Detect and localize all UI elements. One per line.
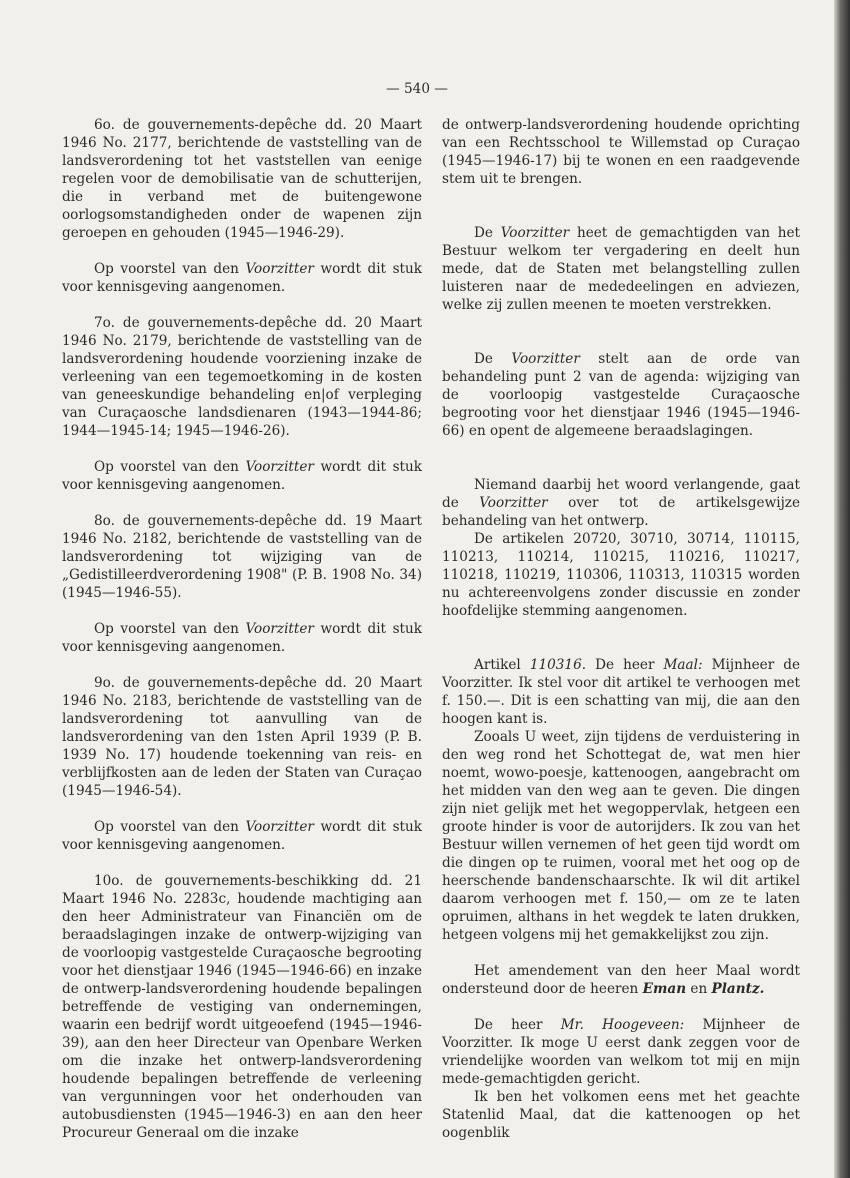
proposal-6: Op voorstel van den Voorzitter wordt dit stuk voor kennisgeving aangenomen.	[62, 261, 422, 295]
proposal-9: Op voorstel van den Voorzitter wordt dit stuk voor kennisgeving aangenomen.	[62, 819, 422, 853]
continuation-paragraph: de ontwerp-landsverordening houdende oprichting van een Rechtsschool te Willemstad op Curaçao (1945—1946-17) bij te wonen en een raadgevende stem uit te brengen.	[442, 117, 800, 187]
page-number: — 540 —	[386, 81, 448, 97]
article-110316-paragraph: Artikel 110316. De heer Maal: Mijnheer de Voorzitter. Ik stel voor dit artikel te verhoogen met f. 150.—. Dit is een schatting van mij, die aan den hoogen kant is.	[442, 657, 801, 727]
closing-paragraph: Ik ben het volkomen eens met het geachte Statenlid Maal, dat die kattenoogen op het oogenblik	[442, 1089, 800, 1141]
item-9: 9o. de gouvernements-depêche dd. 20 Maart 1946 No. 2183, berichtende de vaststelling van de landsverordening tot aanvulling van de landsverordening van den 1sten April 1939 (P. B. 1939 No. 17) houdende toekenning van reis- en verblijfkosten aan de leden der Staten van Curaçao (1945—1946-54).	[62, 675, 422, 799]
welcome-paragraph: De Voorzitter heet de gemachtigden van het Bestuur welkom ter vergadering en deelt hun mede, dat de Staten met belangstelling zullen luisteren naar de mededeelingen en adviezen, welke zij zullen meenen te moeten verstrekken.	[442, 225, 801, 313]
amendment-paragraph: Het amendement van den heer Maal wordt ondersteund door de heeren Eman en Plantz.	[442, 963, 800, 997]
item-6: 6o. de gouvernements-depêche dd. 20 Maart 1946 No. 2177, berichtende de vaststelling van de landsverordening tot het vaststellen van eenige regelen voor de demobilisatie van de schutterijen, die in verband met de buitengewone oorlogsomstandigheden onder de wapenen zijn geroepen en gehouden (1945—1946-29).	[62, 117, 422, 241]
item-10: 10o. de gouvernements-beschikking dd. 21 Maart 1946 No. 2283c, houdende machtiging aan den heer Administrateur van Financiën om de beraadslagingen inzake de ontwerp-wijziging van de voorloopig vastgestelde Curaçaosche begrooting voor het dienstjaar 1946 (1945—1946-66) en inzake de ontwerp-landsverordening houdende bepalingen betreffende de vestiging van ondernemingen, waarin een bedrijf wordt uitgeoefend (1945—1946-39), aan den heer Directeur van Openbare Werken om die inzake het ontwerp-landsverordening houdende bepalingen betreffende de verleening van vergunningen voor het onderhouden van autobusdiensten (1945—1946-3) en aan den heer Procureur Generaal om die inzake	[62, 873, 422, 1141]
left-column	[62, 116, 422, 1142]
item-7: 7o. de gouvernements-depêche dd. 20 Maart 1946 No. 2179, berichtende de vaststelling van de landsverordening houdende voorziening inzake de verleening van een tegemoetkoming in de kosten van geneeskundige behandeling en|of verpleging van Curaçaosche landsdienaren (1943—1944-86; 1944—1945-14; 1945—1946-26).	[62, 315, 422, 439]
item-8: 8o. de gouvernements-depêche dd. 19 Maart 1946 No. 2182, berichtende de vaststelling van de landsverordening tot wijziging van de „Gedistilleerdverordening 1908" (P. B. 1908 No. 34) (1945—1946-55).	[62, 513, 422, 601]
proposal-7: Op voorstel van den Voorzitter wordt dit stuk voor kennisgeving aangenomen.	[62, 459, 422, 493]
proposal-8: Op voorstel van den Voorzitter wordt dit stuk voor kennisgeving aangenomen.	[62, 621, 422, 655]
page-edge-shadow	[834, 0, 850, 1178]
agenda-paragraph: De Voorzitter stelt aan de orde van behandeling punt 2 van de agenda: wijziging van de voorloopig vastgestelde Curaçaosche begrooting voor het dienstjaar 1946 (1945—1946-66) en opent de algemeene beraadslagingen.	[442, 351, 801, 439]
right-column	[442, 116, 800, 1142]
hoogeveen-paragraph: De heer Mr. Hoogeveen: Mijnheer de Voorzitter. Ik moge U eerst dank zeggen voor de vriendelijke woorden van welkom tot mij en mijn mede-gemachtigden gericht.	[442, 1017, 801, 1087]
discussion-paragraph: Niemand daarbij het woord verlangende, gaat de Voorzitter over tot de artikelsgewijze behandeling van het ontwerp.	[442, 477, 800, 529]
articles-paragraph: De artikelen 20720, 30710, 30714, 110115, 110213, 110214, 110215, 110216, 110217, 110218, 110219, 110306, 110313, 110315 worden nu achtereenvolgens zonder discussie en zonder hoofdelijke stemming aangenomen.	[442, 531, 800, 619]
cat-eyes-paragraph: Zooals U weet, zijn tijdens de verduistering in den weg rond het Schottegat de, wat men hier noemt, wowo-poesje, kattenoogen, aangebracht om het midden van den weg aan te geven. Die dingen zijn niet gelijk met het wegoppervlak, hetgeen een groote hinder is voor de autorijders. Ik zou van het Bestuur willen vernemen of het geen tijd wordt om die dingen op te ruimen, vooral met het oog op de heerschende bandenschaarschte. Ik wil dit artikel daarom verhoogen met f. 150,— om ze te laten opruimen, althans in het wegdek te laten drukken, hetgeen volgens mij het gemakkelijkst zou zijn.	[442, 729, 800, 943]
